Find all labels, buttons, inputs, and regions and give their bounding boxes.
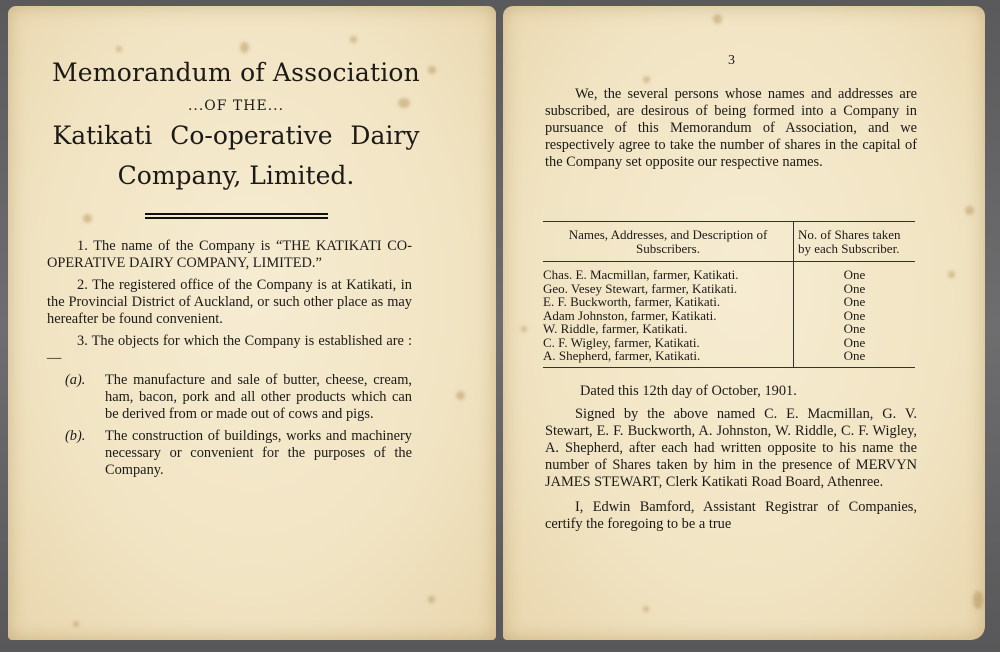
table-row-shares: One xyxy=(843,280,866,296)
signed-paragraph: Signed by the above named C. E. Macmillan, G. V. Stewart, E. F. Buckworth, A. Johnston, W. Riddle, C. F. Wigley, A. Shepherd, after each had written opposite to his name the number of Shares taken by him in the presence of MERVYN JAMES STEWART, Clerk Katikati Road Board, Athenree. xyxy=(545,406,917,490)
table-row-shares: One xyxy=(843,294,866,309)
table-bottom-rule xyxy=(543,367,915,368)
clause-3a-label: (a). xyxy=(65,372,86,388)
stain xyxy=(643,76,650,83)
stain xyxy=(116,46,122,52)
clause-3a xyxy=(47,372,412,423)
subscribers-table xyxy=(543,221,915,368)
stain xyxy=(456,391,465,400)
intro-paragraph xyxy=(545,86,917,176)
stain xyxy=(428,596,435,603)
stain xyxy=(83,214,92,223)
clauses xyxy=(47,238,412,484)
title-company-limited: Company, Limited. xyxy=(117,161,355,190)
stain xyxy=(521,326,527,332)
table-row-name: C. F. Wigley, farmer, Katikati. xyxy=(543,334,700,350)
stain xyxy=(948,271,955,278)
closing-text xyxy=(545,383,917,538)
clause-1: 1. The name of the Company is “THE KATIKATI CO-OPERATIVE DAIRY COMPANY, LIMITED.” xyxy=(47,238,412,271)
clause-3a-text: The manufacture and sale of butter, cheese, cream, ham, bacon, pork and all other products which can be derived from or made out of cows and pigs. xyxy=(105,372,412,422)
table-row-shares: One xyxy=(843,307,866,323)
stain xyxy=(240,42,249,53)
table-row-name: Geo. Vesey Stewart, farmer, Katikati. xyxy=(543,280,738,296)
title-memorandum: Memorandum of Association xyxy=(52,58,420,87)
table-row-shares: One xyxy=(843,348,866,363)
table-body xyxy=(543,262,915,367)
stain xyxy=(73,621,79,627)
certify-paragraph: I, Edwin Bamford, Assistant Registrar of Companies, certify the foregoing to be a true xyxy=(545,499,917,532)
stain xyxy=(973,591,983,609)
clause-2: 2. The registered office of the Company is at Katikati, in the Provincial District of Auckland, or such other place as may hereafter be found convenient. xyxy=(47,277,412,327)
title-of-the: ...OF THE... xyxy=(187,98,285,114)
stain xyxy=(350,36,357,43)
table-row-name: E. F. Buckworth, farmer, Katikati. xyxy=(543,294,721,309)
shares-column xyxy=(793,262,915,367)
clause-3b-text: The construction of buildings, works and machinery necessary or convenient for the purposes of the Company. xyxy=(105,428,412,478)
table-row-name: Adam Johnston, farmer, Katikati. xyxy=(543,307,717,323)
table-row-shares: One xyxy=(843,321,866,336)
stain xyxy=(643,606,649,612)
stain xyxy=(713,14,722,24)
header-shares: No. of Shares taken by each Subscriber. xyxy=(793,222,915,261)
header-names: Names, Addresses, and Description of Subscribers. xyxy=(568,227,768,256)
dated-line: Dated this 12th day of October, 1901. xyxy=(580,383,797,399)
clause-3b-label: (b). xyxy=(65,428,86,444)
double-rule-divider xyxy=(145,213,328,219)
intro-text: We, the several persons whose names and addresses are subscribed, are desirous of being formed into a Company in pursuance of this Memorandum of Association, and we respectively agree to take the number of shares in the capital of the Company set opposite our respective names. xyxy=(545,86,917,170)
table-row-name: Chas. E. Macmillan, farmer, Katikati. xyxy=(543,267,739,282)
table-row-shares: One xyxy=(843,334,866,350)
table-row-name: A. Shepherd, farmer, Katikati. xyxy=(543,348,701,363)
title-company-name: Katikati Co-operative Dairy xyxy=(52,121,420,150)
table-header xyxy=(543,222,915,261)
clause-3b xyxy=(47,428,412,479)
left-page xyxy=(8,6,496,640)
stain xyxy=(965,206,974,215)
names-column xyxy=(543,262,793,367)
table-row-shares: One xyxy=(843,267,866,282)
clause-3: 3. The objects for which the Company is established are :— xyxy=(47,333,412,366)
stain xyxy=(428,66,436,74)
page-number: 3 xyxy=(728,53,735,68)
table-row-name: W. Riddle, farmer, Katikati. xyxy=(543,321,688,336)
